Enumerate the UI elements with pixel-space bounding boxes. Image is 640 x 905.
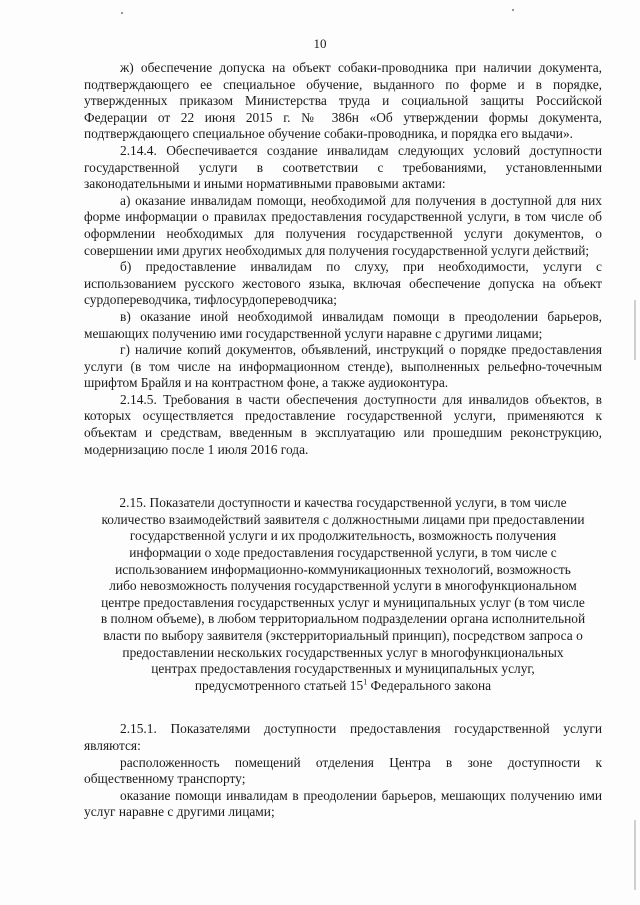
heading-line: в полном объеме), в любом территориальном подразделении органа исполнительной	[100, 611, 586, 627]
paragraph-item-b: б) предоставление инвалидам по слуху, при необходимости, услуги с использованием русского жестового языка, включая обеспечение допуска на объект сурдопереводчика, тифлосурдопереводчика;	[84, 259, 602, 308]
heading-line: использованием информационно-коммуникационных технологий, возможность	[115, 561, 571, 577]
heading-line: либо невозможность получения государственной услуги в многофункциональном	[109, 578, 577, 594]
scan-edge-mark	[634, 820, 636, 890]
paragraph-item-v: в) оказание иной необходимой инвалидам помощи в преодолении барьеров, мешающих получению ими государственной услуги наравне с другими лицами;	[84, 308, 602, 341]
heading-last-prefix: предусмотренного статьей 15	[194, 677, 364, 693]
paragraph-indicator-transport: расположенность помещений отделения Центра в зоне доступности к общественному транспорту;	[84, 754, 602, 787]
heading-line: информации о ходе предоставления государственной услуги, в том числе с	[129, 545, 557, 561]
heading-last-line	[84, 678, 602, 695]
superscript-one: 1	[363, 677, 368, 687]
heading-last-suffix: Федерального закона	[367, 677, 492, 693]
page-number: 10	[313, 36, 327, 51]
heading-line: предоставлении нескольких государственных услуг в многофункциональных	[122, 644, 564, 660]
spacer	[84, 458, 602, 495]
document-body	[84, 60, 602, 821]
heading-line: центрах предоставления государственных и муниципальных услуг,	[151, 661, 535, 677]
section-heading-2-15	[84, 495, 602, 694]
paragraph-item-a: а) оказание инвалидам помощи, необходимой для получения в доступной для них форме информации о правилах предоставления государственной услуги, в том числе об оформлении необходимых для получения государственной услуги документов, о совершении ими других необходимых для получения государственной услуги действий;	[84, 192, 602, 258]
spacer	[84, 694, 602, 721]
paragraph-indicator-barriers: оказание помощи инвалидам в преодолении барьеров, мешающих получению ими услуг наравне с другими лицами;	[84, 787, 602, 820]
paragraph-2-14-5: 2.14.5. Требования в части обеспечения доступности для инвалидов объектов, в которых осуществляется предоставление государственной услуги, применяются к объектам и средствам, введенным в эксплуатацию или прошедшим реконструкцию, модернизацию после 1 июля 2016 года.	[84, 391, 602, 457]
scan-speck	[512, 9, 514, 11]
paragraph-item-zh: ж) обеспечение допуска на объект собаки-проводника при наличии документа, подтверждающего ее специальное обучение, выданного по форме и в порядке, утвержденных приказом Министерства труда и социальной защиты Российской Федерации от 22 июня 2015 г. № 386н «Об утверждении формы документа, подтверждающего специальное обучение собаки-проводника, и порядка его выдачи».	[84, 60, 602, 142]
heading-line: количество взаимодействий заявителя с должностными лицами при предоставлении	[101, 511, 585, 527]
scan-speck	[121, 12, 123, 14]
heading-line: центре предоставления государственных услуг и муниципальных услуг (в том числе	[101, 594, 585, 610]
scan-edge-mark	[634, 300, 636, 360]
paragraph-2-14-4: 2.14.4. Обеспечивается создание инвалидам следующих условий доступности государственной услуги в соответствии с требованиями, установленными законодательными и иными нормативными правовыми актами:	[84, 142, 602, 192]
paragraph-2-15-1: 2.15.1. Показателями доступности предоставления государственной услуги являются:	[84, 721, 602, 753]
heading-line: власти по выбору заявителя (экстерриториальный принцип), посредством запроса о	[103, 628, 583, 643]
paragraph-item-g: г) наличие копий документов, объявлений, инструкций о порядке предоставления услуги (в том числе на информационном стенде), выполненных рельефно-точечным шрифтом Брайля и на контрастном фоне, а также аудиоконтура.	[84, 342, 602, 391]
heading-line: государственной услуги и их продолжительность, возможность получения	[129, 528, 557, 544]
heading-line: 2.15. Показатели доступности и качества государственной услуги, в том числе	[119, 495, 567, 511]
